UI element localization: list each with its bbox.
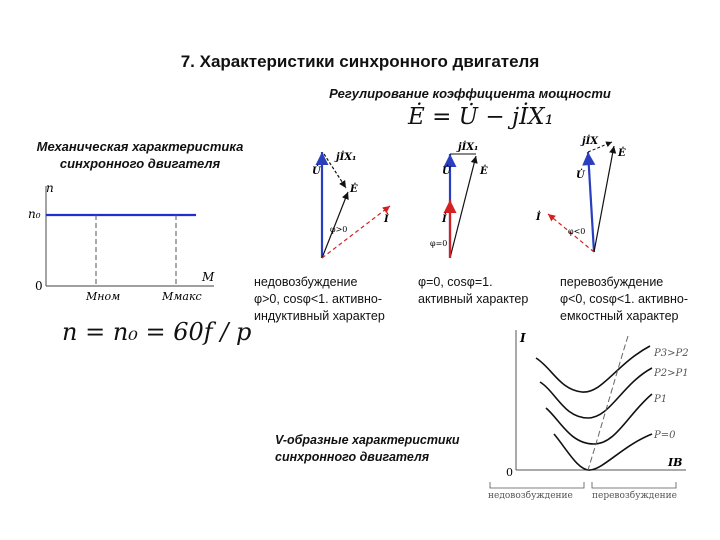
v-title-line1: V-образные характеристики [275, 433, 460, 447]
u-vector [588, 152, 594, 252]
label-phi: φ>0 [330, 225, 348, 234]
mech-n-label: n [46, 181, 54, 195]
v-curves-diagram [488, 328, 700, 501]
mech-m-label: M [202, 270, 215, 284]
v-label-p1: P1 [654, 394, 668, 405]
v-curve-p0 [554, 434, 652, 470]
label-jix: jİX₁ [458, 142, 479, 153]
v-region-right: перевозбуждение [592, 491, 677, 501]
v-ib-label: IB [668, 456, 683, 469]
power-factor-subtitle: Регулирование коэффициента мощности [329, 86, 611, 101]
mechanical-characteristic-diagram [24, 178, 224, 308]
caption-underexcited [254, 274, 414, 325]
mech-title-line2: синхронного двигателя [59, 156, 221, 171]
mech-origin-label: 0 [35, 279, 43, 293]
caption-line: недовозбуждение [254, 275, 358, 289]
v-label-p2: P2>P1 [654, 368, 689, 379]
caption-line: индуктивный характер [254, 309, 385, 323]
v-region-left: недовозбуждение [488, 491, 573, 501]
page-title: 7. Характеристики синхронного двигателя [180, 52, 540, 71]
label-i: İ [384, 214, 389, 225]
phasor-diagram-overexcited [534, 130, 644, 270]
e-vector [594, 146, 614, 252]
mech-mmax-label: Mмакс [162, 290, 202, 303]
speed-formula: n = n₀ = 60f / p [62, 318, 252, 346]
v-bracket-right [592, 482, 676, 488]
caption-line: емкостный характер [560, 309, 679, 323]
v-min-locus [588, 336, 628, 470]
phasor-diagram-normal [428, 140, 508, 270]
v-title-line2: синхронного двигателя [275, 450, 430, 464]
label-jix: jİX [582, 136, 599, 147]
mechanical-characteristic-title [20, 138, 260, 172]
label-jix: jİX₁ [336, 152, 357, 163]
v-curves-title [275, 432, 460, 466]
label-phi: φ=0 [430, 239, 448, 248]
emf-formula: Ė = U̇ − jİX₁ [408, 104, 554, 130]
label-phi: φ<0 [568, 227, 586, 236]
e-vector [450, 156, 476, 258]
phasor-diagram-underexcited [310, 140, 410, 270]
label-e: Ė [350, 184, 358, 195]
label-i: İ [536, 212, 541, 223]
caption-line: φ<0, cosφ<1. активно- [560, 292, 688, 306]
caption-overexcited [560, 274, 720, 325]
label-u: U̇ [576, 170, 585, 181]
v-origin-label: 0 [506, 466, 513, 479]
v-label-p0: P=0 [654, 430, 676, 441]
mech-mnom-label: Mном [86, 290, 121, 303]
v-curve-p3 [536, 346, 650, 392]
label-e: Ė [618, 148, 626, 159]
caption-normal [418, 274, 558, 308]
label-u: U̇ [312, 166, 321, 177]
v-i-label: I [520, 331, 526, 345]
label-u: U̇ [442, 166, 451, 177]
v-curve-p1 [546, 394, 652, 444]
label-i: İ [442, 214, 447, 225]
caption-line: φ=0, cosφ=1. [418, 275, 493, 289]
v-label-p3: P3>P2 [654, 348, 689, 359]
v-bracket-left [490, 482, 584, 488]
mech-n0-label: n₀ [28, 207, 41, 221]
label-e: Ė [480, 166, 488, 177]
mech-title-line1: Механическая характеристика [36, 139, 244, 154]
caption-line: активный характер [418, 292, 529, 306]
caption-line: φ>0, cosφ<1. активно- [254, 292, 382, 306]
caption-line: перевозбуждение [560, 275, 664, 289]
